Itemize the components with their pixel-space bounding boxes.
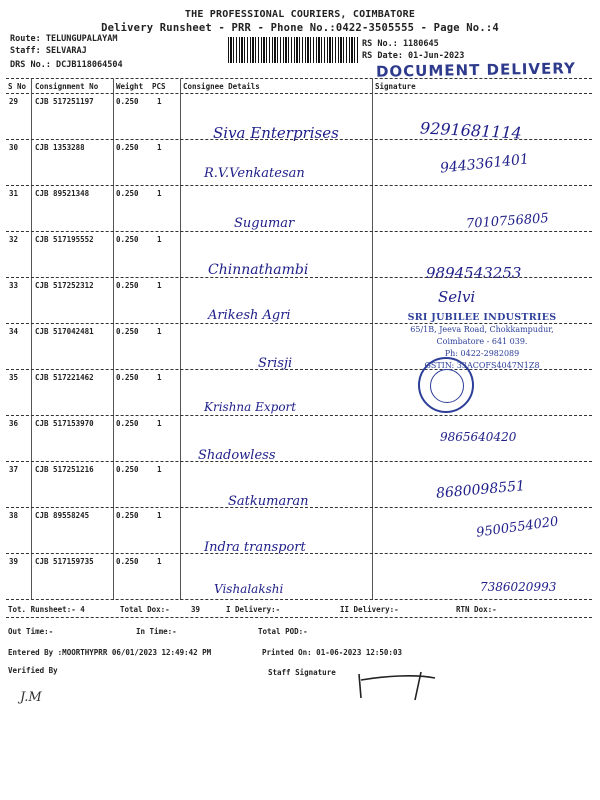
consignee-handwriting: Sugumar: [234, 216, 295, 231]
verifier-initials: J.M: [20, 690, 42, 705]
staff-signature-label: Staff Signature: [268, 668, 336, 677]
consignee-handwriting: Indra transport: [204, 540, 306, 555]
signature-handwriting: 9500554020: [475, 514, 560, 541]
printed-on: Printed On: 01-06-2023 12:50:03: [262, 648, 402, 657]
row-weight: 0.250: [116, 511, 139, 520]
row-consignment: CJB 517252312: [35, 281, 94, 290]
col-consignment: Consignment No: [35, 82, 99, 91]
stamp-phone-line: Ph: 0422-2982089: [444, 349, 520, 358]
row-sno: 36: [9, 419, 19, 428]
row-sno: 29: [9, 97, 19, 106]
company-rubber-stamp: [386, 312, 578, 372]
row-divider: [6, 507, 592, 508]
row-pcs: 1: [157, 373, 162, 382]
row-divider: [6, 461, 592, 462]
signature-handwriting: Selvi: [438, 288, 476, 306]
row-consignment: CJB 1353288: [35, 143, 85, 152]
stamp-company-name: SRI JUBILEE INDUSTRIES: [407, 312, 557, 323]
i-delivery-label: I Delivery:-: [226, 605, 281, 614]
signature-handwriting: 8680098551: [435, 478, 526, 502]
consignee-handwriting: Satkumaran: [228, 494, 309, 509]
row-weight: 0.250: [116, 143, 139, 152]
row-consignment: CJB 517251216: [35, 465, 94, 474]
row-sno: 35: [9, 373, 19, 382]
total-dox-label: Total Dox:-: [120, 605, 170, 614]
staff-label: Staff: SELVARAJ: [10, 46, 87, 56]
consignee-handwriting: Krishna Export: [204, 400, 297, 414]
row-sno: 38: [9, 511, 19, 520]
row-sno: 37: [9, 465, 19, 474]
row-weight: 0.250: [116, 281, 139, 290]
row-weight: 0.250: [116, 373, 139, 382]
row-sno: 30: [9, 143, 19, 152]
row-pcs: 1: [157, 281, 162, 290]
signature-handwriting: 7010756805: [465, 211, 550, 232]
stamp-address-line: 65/1B, Jeeva Road, Chokkampudur,: [410, 325, 554, 334]
entered-by: Entered By :MOORTHYPRR 06/01/2023 12:49:42 PM: [8, 648, 212, 657]
route-label: Route: TELUNGUPALAYAM: [10, 34, 118, 44]
row-pcs: 1: [157, 557, 162, 566]
signature-handwriting: 9894543253: [426, 264, 522, 282]
consignee-handwriting: Shadowless: [198, 448, 276, 463]
row-weight: 0.250: [116, 557, 139, 566]
signature-handwriting: 9443361401: [439, 151, 530, 177]
col-consignee: Consignee Details: [183, 82, 260, 91]
barcode: [228, 37, 358, 63]
row-divider: [6, 139, 592, 140]
col-weight: Weight: [116, 82, 144, 91]
rs-number: RS No.: 1180645: [362, 39, 439, 49]
row-weight: 0.250: [116, 465, 139, 474]
row-weight: 0.250: [116, 419, 139, 428]
in-time-label: In Time:-: [136, 627, 177, 636]
row-pcs: 1: [157, 511, 162, 520]
row-divider: [6, 553, 592, 554]
column-rule: [31, 79, 32, 600]
signature-handwriting: 9865640420: [440, 430, 517, 444]
signature-handwriting: 7386020993: [480, 580, 557, 594]
footer-divider: [6, 617, 592, 618]
col-signature: Signature: [375, 82, 416, 91]
rs-date: RS Date: 01-Jun-2023: [362, 51, 465, 61]
rtn-dox-label: RTN Dox:-: [456, 605, 497, 614]
out-time-label: Out Time:-: [8, 627, 54, 636]
consignee-handwriting: Vishalakshi: [214, 582, 284, 596]
header-divider-top: [6, 78, 592, 79]
stamp-address-line: Coimbatore - 641 039.: [436, 337, 528, 346]
row-divider: [6, 599, 592, 600]
row-pcs: 1: [157, 327, 162, 336]
row-weight: 0.250: [116, 327, 139, 336]
row-weight: 0.250: [116, 235, 139, 244]
row-consignment: CJB 89558245: [35, 511, 90, 520]
drs-number: DRS No.: DCJB118064504: [10, 60, 123, 70]
consignee-handwriting: Srisji: [258, 356, 293, 371]
row-consignment: CJB 89521348: [35, 189, 90, 198]
row-consignment: CJB 517221462: [35, 373, 94, 382]
column-rule: [113, 79, 114, 600]
row-consignment: CJB 517153970: [35, 419, 94, 428]
row-sno: 31: [9, 189, 19, 198]
row-consignment: CJB 517195552: [35, 235, 94, 244]
consignee-handwriting: Siva Enterprises: [213, 124, 339, 142]
total-dox-value: 39: [191, 605, 201, 614]
row-divider: [6, 231, 592, 232]
row-pcs: 1: [157, 419, 162, 428]
row-consignment: CJB 517042481: [35, 327, 94, 336]
row-pcs: 1: [157, 143, 162, 152]
company-title: THE PROFESSIONAL COURIERS, COIMBATORE: [184, 9, 416, 20]
row-pcs: 1: [157, 97, 162, 106]
stamp-gstin-line: GSTIN: 33ACOFS4047N1Z8: [424, 361, 540, 370]
verified-by-label: Verified By: [8, 666, 58, 675]
column-rule: [180, 79, 181, 600]
row-pcs: 1: [157, 235, 162, 244]
row-consignment: CJB 517159735: [35, 557, 94, 566]
row-sno: 33: [9, 281, 19, 290]
header-divider-bottom: [6, 93, 592, 94]
consignee-handwriting: R.V.Venkatesan: [204, 166, 305, 181]
ii-delivery-label: II Delivery:-: [340, 605, 399, 614]
row-divider: [6, 277, 592, 278]
consignee-handwriting: Arikesh Agri: [208, 308, 291, 323]
staff-signature-scribble: [355, 668, 455, 702]
row-sno: 34: [9, 327, 19, 336]
consignee-handwriting: Chinnathambi: [208, 262, 309, 278]
row-pcs: 1: [157, 465, 162, 474]
row-consignment: CJB 517251197: [35, 97, 94, 106]
col-sno: S No: [8, 82, 27, 91]
row-weight: 0.250: [116, 189, 139, 198]
document-delivery-stamp: DOCUMENT DELIVERY: [375, 59, 577, 81]
row-divider: [6, 415, 592, 416]
row-weight: 0.250: [116, 97, 139, 106]
row-divider: [6, 185, 592, 186]
column-rule: [372, 79, 373, 600]
total-pod-label: Total POD:-: [258, 627, 308, 636]
runsheet-subtitle: Delivery Runsheet - PRR - Phone No.:0422-3505555 - Page No.:4: [101, 22, 499, 34]
total-runsheet: Tot. Runsheet:- 4: [8, 605, 85, 614]
row-sno: 32: [9, 235, 19, 244]
row-pcs: 1: [157, 189, 162, 198]
row-sno: 39: [9, 557, 19, 566]
signature-handwriting: 9291681114: [419, 118, 523, 143]
round-seal: [418, 357, 474, 413]
col-pcs: PCS: [152, 82, 166, 91]
